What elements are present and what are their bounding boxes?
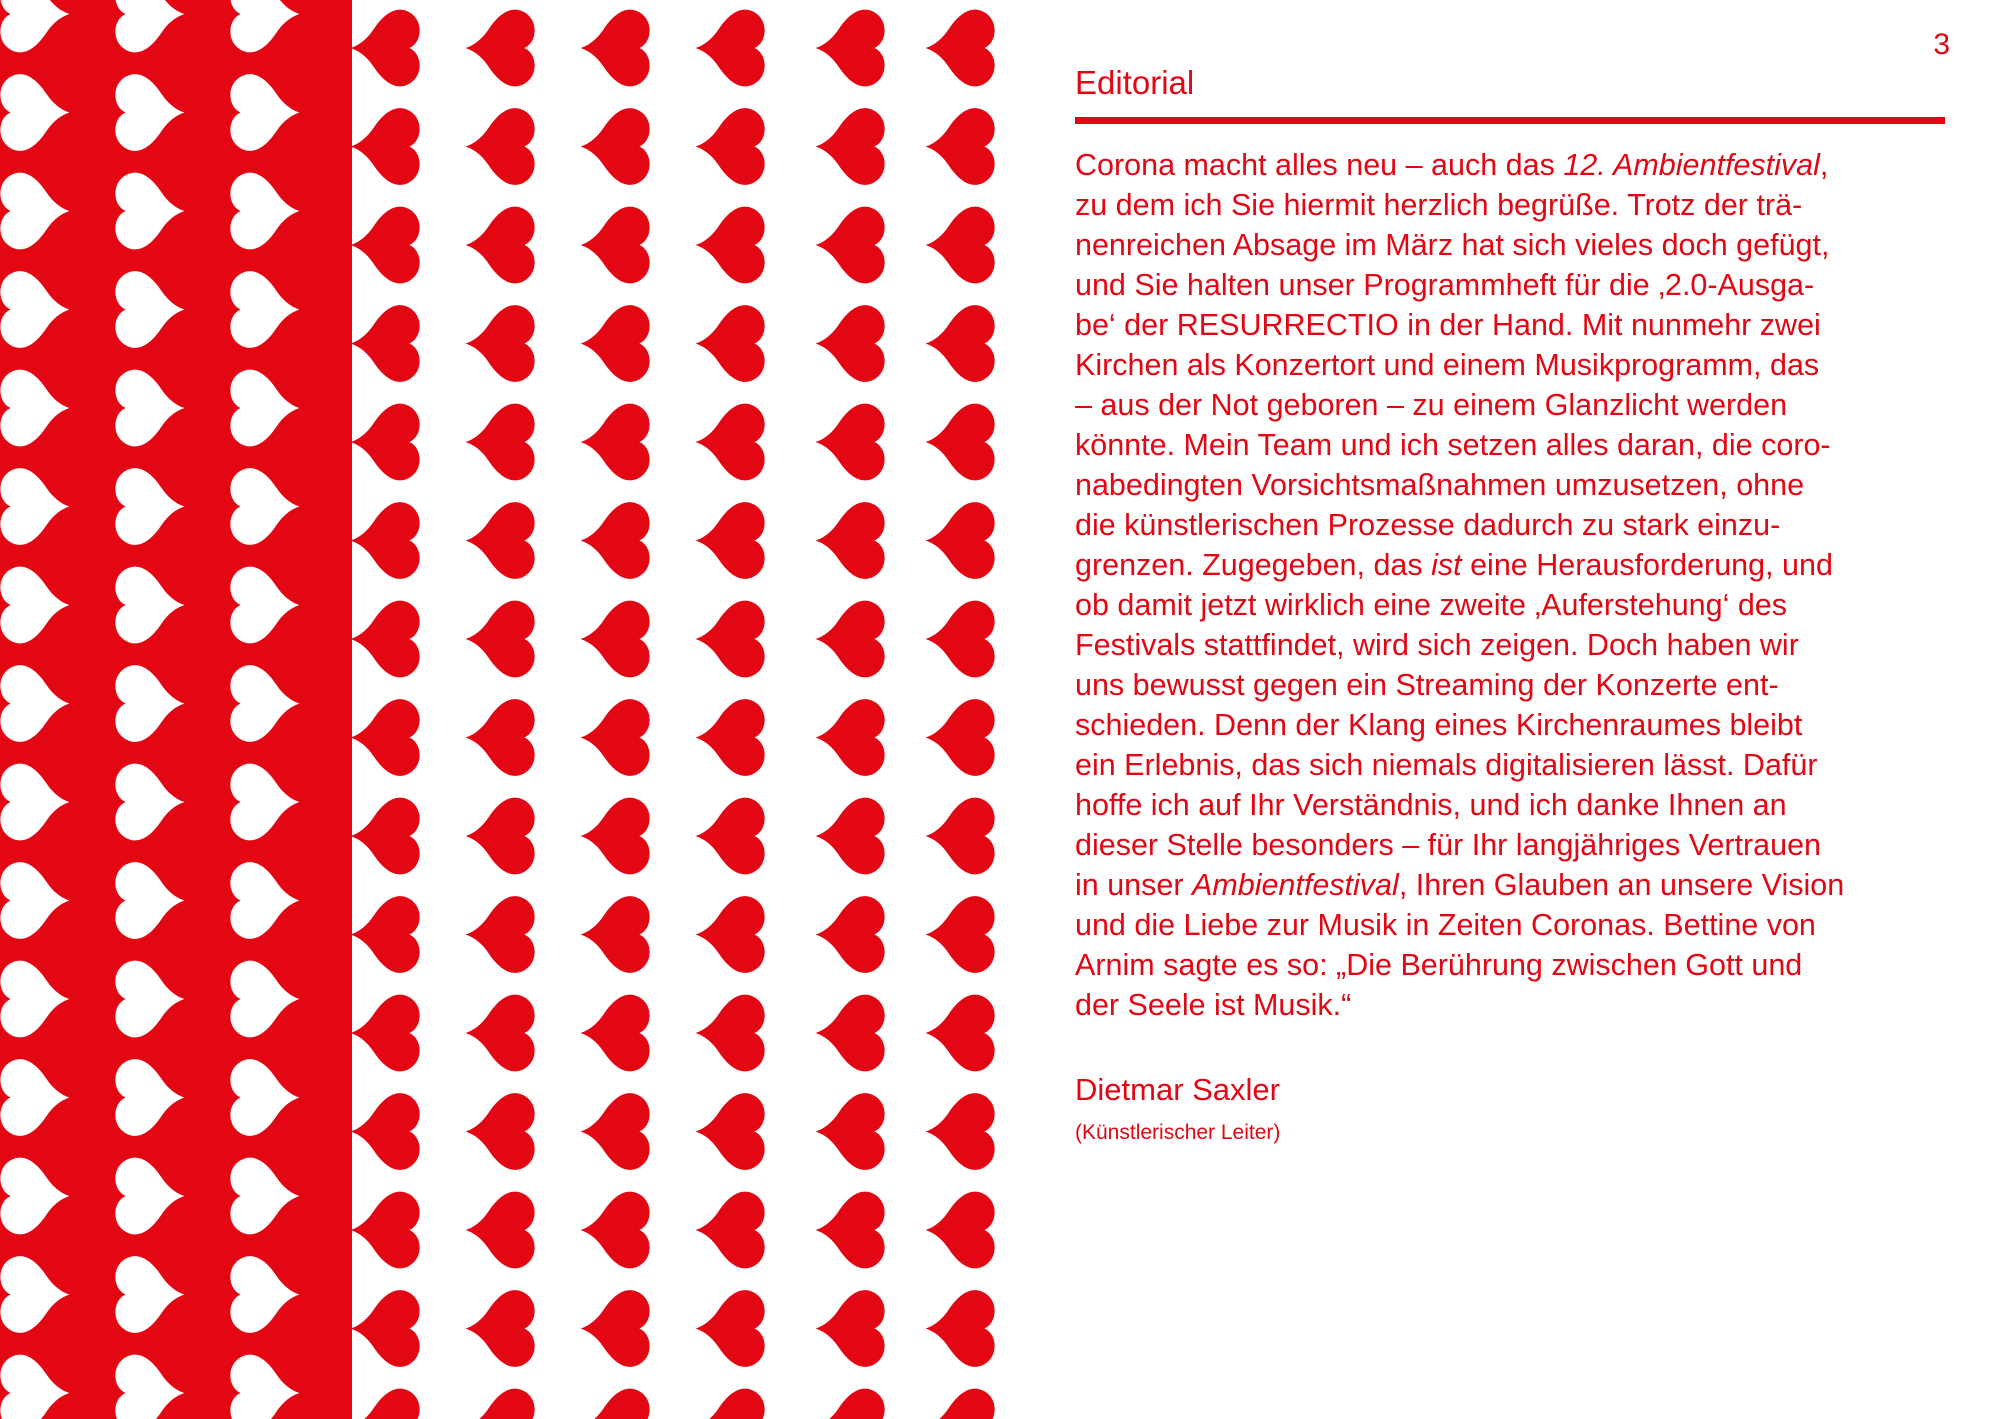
editorial-text: zu dem ich Sie hiermit herzlich begrüße. Trotz der trä- <box>1075 188 1803 222</box>
heart-icon <box>816 305 885 382</box>
heart-icon <box>466 502 535 579</box>
editorial-line <box>1075 865 1955 905</box>
editorial-line <box>1075 785 1955 825</box>
heart-icon <box>926 108 995 185</box>
heart-icon <box>351 699 420 776</box>
heart-icon <box>696 601 765 678</box>
editorial-line <box>1075 385 1955 425</box>
heart-icon <box>926 1389 995 1419</box>
heart-icon <box>696 404 765 481</box>
editorial-text: die künstlerischen Prozesse dadurch zu stark einzu- <box>1075 508 1781 542</box>
heart-icon <box>926 502 995 579</box>
editorial-text: Festivals stattfindet, wird sich zeigen. Doch haben wir <box>1075 628 1799 662</box>
heart-icon <box>926 699 995 776</box>
editorial-line <box>1075 225 1955 265</box>
heart-icon <box>816 798 885 875</box>
heart-icon <box>696 10 765 87</box>
heart-icon <box>351 896 420 973</box>
editorial-line <box>1075 745 1955 785</box>
heart-icon <box>466 10 535 87</box>
editorial-line <box>1075 665 1955 705</box>
editorial-text: und Sie halten unser Programmheft für die ‚2.0-Ausga- <box>1075 268 1815 302</box>
editorial-text: Kirchen als Konzertort und einem Musikprogramm, das <box>1075 348 1820 382</box>
heart-icon <box>696 1093 765 1170</box>
editorial-line <box>1075 145 1955 185</box>
editorial-text: ob damit jetzt wirklich eine zweite ‚Auferstehung‘ des <box>1075 588 1788 622</box>
heart-icon <box>581 404 650 481</box>
heart-icon <box>351 1389 420 1419</box>
editorial-body <box>1075 145 1955 1025</box>
heart-icon <box>351 10 420 87</box>
title-rule <box>1075 117 1945 124</box>
heart-icon <box>926 404 995 481</box>
heart-icon <box>816 1093 885 1170</box>
editorial-text: nabedingten Vorsichtsmaßnahmen umzusetzen, ohne <box>1075 468 1805 502</box>
editorial-text: der Seele ist Musik.“ <box>1075 988 1352 1022</box>
page-number: 3 <box>1933 28 1950 61</box>
editorial-text: uns bewusst gegen ein Streaming der Konzerte ent- <box>1075 668 1779 702</box>
section-title: Editorial <box>1075 64 1195 101</box>
heart-icon <box>351 798 420 875</box>
editorial-emphasis: 12. Ambientfestival <box>1563 148 1820 182</box>
editorial-line <box>1075 825 1955 865</box>
heart-icon <box>466 1093 535 1170</box>
editorial-line <box>1075 905 1955 945</box>
editorial-text: nenreichen Absage im März hat sich vieles doch gefügt, <box>1075 228 1830 262</box>
heart-icon <box>581 305 650 382</box>
editorial-text: hoffe ich auf Ihr Verständnis, und ich danke Ihnen an <box>1075 788 1787 822</box>
editorial-emphasis: Ambientfestival <box>1191 868 1399 902</box>
heart-icon <box>696 1389 765 1419</box>
heart-icon <box>926 207 995 284</box>
heart-icon <box>351 995 420 1072</box>
editorial-text: ein Erlebnis, das sich niemals digitalisieren lässt. Dafür <box>1075 748 1818 782</box>
heart-icon <box>696 995 765 1072</box>
editorial-text: Arnim sagte es so: „Die Berührung zwischen Gott und <box>1075 948 1803 982</box>
editorial-line <box>1075 945 1955 985</box>
heart-icon <box>466 305 535 382</box>
heart-icon <box>926 601 995 678</box>
heart-icon <box>816 207 885 284</box>
editorial-line <box>1075 505 1955 545</box>
editorial-text: und die Liebe zur Musik in Zeiten Coronas. Bettine von <box>1075 908 1816 942</box>
heart-icons <box>0 0 994 1419</box>
heart-icon <box>816 1192 885 1269</box>
heart-icon <box>926 1192 995 1269</box>
editorial-text: eine Herausforderung, und <box>1461 548 1833 582</box>
heart-icon <box>351 1290 420 1367</box>
editorial-line <box>1075 585 1955 625</box>
heart-icon <box>926 995 995 1072</box>
heart-icon <box>926 1290 995 1367</box>
editorial-text: dieser Stelle besonders – für Ihr langjähriges Vertrauen <box>1075 828 1821 862</box>
heart-icon <box>816 10 885 87</box>
heart-icon <box>351 404 420 481</box>
heart-icon <box>581 502 650 579</box>
heart-icon <box>351 305 420 382</box>
heart-icon <box>466 699 535 776</box>
heart-icon <box>351 601 420 678</box>
heart-icon <box>816 1389 885 1419</box>
editorial-text: , Ihren Glauben an unsere Vision <box>1398 868 1845 902</box>
heart-icon <box>926 896 995 973</box>
editorial-line <box>1075 545 1955 585</box>
heart-icon <box>816 502 885 579</box>
editorial-line <box>1075 465 1955 505</box>
heart-icon <box>581 10 650 87</box>
heart-icon <box>696 108 765 185</box>
heart-icon <box>926 305 995 382</box>
heart-icon <box>816 699 885 776</box>
heart-icon <box>696 1290 765 1367</box>
heart-icon <box>581 207 650 284</box>
heart-icon <box>581 1290 650 1367</box>
heart-icon <box>351 108 420 185</box>
heart-icon <box>581 1093 650 1170</box>
heart-icon <box>466 601 535 678</box>
editorial-line <box>1075 305 1955 345</box>
editorial-emphasis: ist <box>1431 548 1462 582</box>
heart-icon <box>696 699 765 776</box>
heart-icon <box>696 207 765 284</box>
heart-icon <box>351 502 420 579</box>
heart-icon <box>581 896 650 973</box>
heart-icon <box>696 1192 765 1269</box>
signature-name: Dietmar Saxler <box>1075 1072 1280 1107</box>
editorial-line <box>1075 185 1955 225</box>
editorial-line <box>1075 345 1955 385</box>
editorial-text: , <box>1819 148 1829 182</box>
heart-icon <box>466 207 535 284</box>
heart-icon <box>696 305 765 382</box>
editorial-line <box>1075 425 1955 465</box>
heart-icon <box>466 404 535 481</box>
heart-icon <box>816 404 885 481</box>
heart-icon <box>696 798 765 875</box>
heart-icon <box>466 108 535 185</box>
editorial-text: schieden. Denn der Klang eines Kirchenraumes bleibt <box>1075 708 1803 742</box>
heart-icon <box>466 1290 535 1367</box>
heart-icon <box>466 1192 535 1269</box>
heart-icon <box>926 798 995 875</box>
heart-icon <box>581 699 650 776</box>
heart-icon <box>466 896 535 973</box>
heart-icon <box>351 1192 420 1269</box>
heart-icon <box>816 601 885 678</box>
heart-icon <box>696 896 765 973</box>
editorial-text: könnte. Mein Team und ich setzen alles daran, die coro- <box>1075 428 1831 462</box>
heart-icon <box>581 108 650 185</box>
heart-icon <box>816 995 885 1072</box>
editorial-line <box>1075 625 1955 665</box>
heart-icon <box>696 502 765 579</box>
editorial-text: in unser <box>1075 868 1192 902</box>
editorial-text: grenzen. Zugegeben, das <box>1075 548 1432 582</box>
editorial-text: – aus der Not geboren – zu einem Glanzlicht werden <box>1075 388 1788 422</box>
heart-icon <box>581 601 650 678</box>
heart-icon <box>816 108 885 185</box>
heart-icon <box>466 995 535 1072</box>
editorial-text: Corona macht alles neu – auch das <box>1075 148 1564 182</box>
heart-icon <box>816 896 885 973</box>
heart-icon <box>581 995 650 1072</box>
heart-icon <box>926 10 995 87</box>
heart-icon <box>926 1093 995 1170</box>
heart-icon <box>581 1389 650 1419</box>
editorial-line <box>1075 985 1955 1025</box>
heart-icon <box>466 798 535 875</box>
heart-icon <box>816 1290 885 1367</box>
heart-icon <box>466 1389 535 1419</box>
editorial-text: be‘ der RESURRECTIO in der Hand. Mit nunmehr zwei <box>1075 308 1821 342</box>
signature-role: (Künstlerischer Leiter) <box>1075 1121 1281 1144</box>
heart-icon <box>351 207 420 284</box>
heart-icon <box>581 1192 650 1269</box>
editorial-line <box>1075 705 1955 745</box>
heart-icon <box>581 798 650 875</box>
editorial-line <box>1075 265 1955 305</box>
heart-icon <box>351 1093 420 1170</box>
